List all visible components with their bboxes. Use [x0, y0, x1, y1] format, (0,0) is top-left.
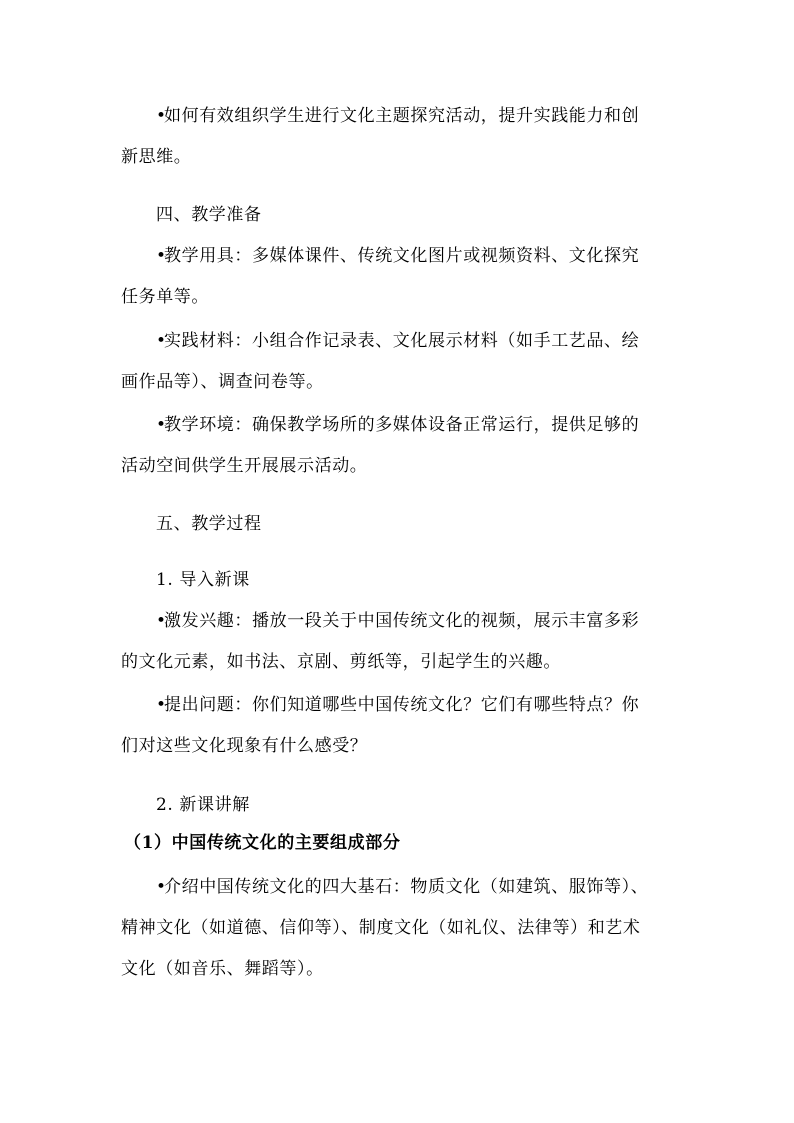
bullet-item-6-line-1	[156, 693, 639, 717]
bullet-item-4-line-2: 活动空间供学生开展展示活动。	[121, 456, 368, 476]
bullet-item-4-line-1	[156, 413, 639, 437]
bullet-item-2-line-2: 任务单等。	[121, 287, 209, 307]
bullet-icon: •	[156, 246, 167, 266]
subheading-new-lesson: 2. 新课讲解	[156, 795, 250, 815]
bullet-icon: •	[156, 611, 167, 631]
bullet-item-text: 提出问题：你们知道哪些中国传统文化？它们有哪些特点？你	[164, 695, 640, 715]
bullet-item-2-line-1	[156, 244, 639, 268]
subheading-intro: 1. 导入新课	[156, 570, 250, 590]
bullet-icon: •	[156, 877, 167, 897]
bullet-item-text: 介绍中国传统文化的四大基石：物质文化（如建筑、服饰等）、	[164, 877, 649, 897]
bullet-item-7-line-3: 文化（如音乐、舞蹈等）。	[121, 959, 324, 979]
bullet-item-text: 教学环境：确保教学场所的多媒体设备正常运行，提供足够的	[164, 415, 640, 435]
bullet-icon: •	[156, 415, 167, 435]
bullet-item-5-line-2: 的文化元素，如书法、京剧、剪纸等，引起学生的兴趣。	[121, 652, 561, 672]
bullet-icon: •	[156, 106, 167, 126]
bullet-item-text: 实践材料：小组合作记录表、文化展示材料（如手工艺品、绘	[164, 331, 640, 351]
section-heading-preparation: 四、教学准备	[156, 205, 262, 225]
section-heading-process: 五、教学过程	[156, 514, 262, 534]
bullet-item-text: 如何有效组织学生进行文化主题探究活动，提升实践能力和创	[164, 106, 640, 126]
bullet-item-5-line-1	[156, 609, 639, 633]
bullet-icon: •	[156, 331, 167, 351]
bullet-item-text: 教学用具：多媒体课件、传统文化图片或视频资料、文化探究	[164, 246, 640, 266]
bullet-item-1-line-2: 新思维。	[121, 147, 192, 167]
bullet-item-6-line-2: 们对这些文化现象有什么感受？	[121, 736, 368, 756]
bullet-icon: •	[156, 695, 167, 715]
bullet-item-3-line-2: 画作品等）、调查问卷等。	[121, 372, 324, 392]
bullet-item-1-line-1	[156, 104, 639, 128]
bullet-item-7-line-1	[156, 875, 648, 899]
subheading-components: （1）中国传统文化的主要组成部分	[124, 833, 401, 853]
bullet-item-text: 激发兴趣：播放一段关于中国传统文化的视频，展示丰富多彩	[164, 611, 640, 631]
bullet-item-3-line-1	[156, 329, 639, 353]
bullet-item-7-line-2: 精神文化（如道德、信仰等）、制度文化（如礼仪、法律等）和艺术	[121, 918, 641, 938]
